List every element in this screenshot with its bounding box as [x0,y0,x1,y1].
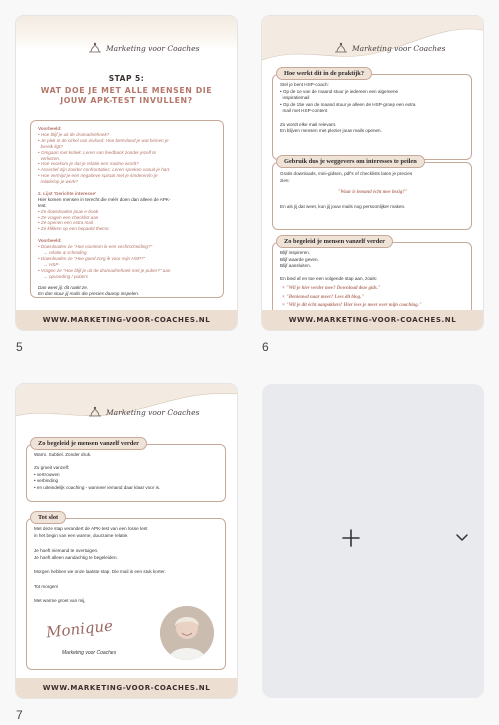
footer-url: WWW.MARKETING-VOOR-COACHES.NL [16,310,237,330]
text-line: • Downloaden ze "Hoe goed zorg ik voor mijn HSP?" [38,255,146,261]
logo [88,406,199,418]
text-line: Blijf waarde geven. [280,256,319,262]
coach-logo-icon [88,406,102,418]
text-line: • Hoe voorkom je dat je relatie een routine wordt? [38,161,139,167]
text-line: • Vragen ze "Hoe blijf je uit de dramadriehoek met je puber?" aan [38,267,171,273]
footer-url: WWW.MARKETING-VOOR-COACHES.NL [262,310,483,330]
page-number-5: 5 [16,340,23,354]
text-line: • Op de 15e van de maand stuur je alleen de HSP-groep een extra [280,101,416,107]
text-line: Voorbeeld: [38,126,62,131]
text-line: in het begin van een warme, duurzame relatie. [34,533,129,539]
text-line: En blijven mensen met plezier jouw mails openen. [280,128,382,134]
logo [334,42,445,54]
section-title-giveaways: Gebruik dus je weggevers om interesses te peilen [276,155,425,168]
step-title-line-2: JOUW APK-TEST INVULLEN? [60,96,193,105]
guide-quote-item: × "Benieuwd naar meer? Lees dit blog." [282,294,364,300]
text-line: → relatie & scheiding [38,249,87,255]
text-line: • Ze klikken op een bepaald thema [38,226,109,232]
text-line: Zo groeit vanzelf: [34,465,70,471]
text-line: Blijf inspireren. [280,250,311,255]
text-line: Stel je bent HSP-coach: [280,82,329,87]
add-page-slot[interactable] [262,384,484,698]
text-line: Met deze stap verandert de APK-test van een losse test [34,526,148,531]
text-line: mail met HSP-content [280,108,328,114]
text-line: • Downloaden ze "Hoe voorkom ik een vechtscheiding?" [38,244,153,249]
text-line: Tot morgen! [34,583,59,589]
guide-quote-item: × "Wil je dit écht aanpakken? Hier lees je meer over mijn coaching." [282,303,422,308]
section-title-guide: Zo begeleid je mensen vanzelf verder [30,437,147,450]
logo-text: Marketing voor Coaches [352,43,446,53]
logo [88,42,199,54]
text-line: • Ze vragen een checklist aan [38,214,99,220]
signature-subtitle: Marketing voor Coaches [62,650,117,656]
guide-quote-item: × "Wil je hier verder mee? Download deze gids." [282,286,381,291]
page-thumbnail-6[interactable] [262,16,483,330]
text-line: relatie/op je werk? [38,179,78,185]
chevron-down-icon[interactable] [453,531,471,545]
text-line: • Je plek in de cirkel van invloed: Hoe beïnvloed je wat binnen je [38,137,169,143]
text-line: • verbinding [34,478,59,484]
step-title-line-1: WAT DOE JE MET ALLE MENSEN DIE [40,86,213,95]
text-line: 2. Lijst 'Gerichte interesse' [38,190,97,196]
text-line: • vertrouwen [34,471,60,477]
page-thumbnail-7[interactable] [16,384,237,698]
text-line: bereik ligt? [38,143,63,149]
giveaways-text-2: zien: [280,178,290,183]
text-line: Warm. Subtiel. Zonder druk. [34,452,92,457]
text-line: Morgen hebben we onze laatste stap. Die mail is een stuk korter. [34,569,166,575]
text-line: Zo wordt elke mail relevant. [280,121,337,127]
text-line: Je hoeft niemand te overtuigen. [34,547,99,553]
text-line: Voorbeeld: [38,238,62,244]
text-line: Je hoeft alleen aandachtig te begeleiden. [34,554,118,560]
giveaways-quote: "Waar is iemand écht mee bezig?" [337,190,408,195]
text-line: test. [38,202,47,208]
logo-text: Marketing voor Coaches [106,43,200,53]
giveaways-text-1: Gratis downloads, mini-gidsen, pdf's of checklists laten je precies [280,171,413,176]
text-line: • Hoe blijf je uit de dramadriehoek? [38,131,110,137]
page-number-7: 7 [16,708,23,722]
signature: Monique [45,616,114,642]
text-line: • en uiteindelijk coaching - wanneer iemand daar klaar voor is. [34,485,161,490]
text-line: • Ze downloaden jouw e-book [38,208,99,214]
coach-logo-icon [334,42,348,54]
text-line: En bied af en toe een volgende stap aan, zoals: [280,276,378,282]
section-title-guide: Zo begeleid je mensen vanzelf verder [276,235,393,248]
text-line: • Omgaan met kritiek: Leren van feedback zonder jezelf te [38,149,157,155]
text-line: Hier komen mensen in terecht die méér doen dan alleen de APK- [38,196,171,202]
text-line: • Assertief zijn zonder confrontaties: Leren spreken vanuit je hart. [38,167,171,173]
text-line: • Ze openen een extra mail [38,220,93,226]
text-line: verliezen. [38,155,61,161]
section-title-practice: Hoe werkt dit in de praktijk? [276,67,372,80]
avatar [160,606,214,660]
page-number-6: 6 [262,340,269,354]
giveaways-text-3: En als jij dat weet, kun jij jouw mails nog persoonlijker maken. [280,204,406,209]
plus-icon[interactable] [338,525,364,551]
portrait-photo [160,606,214,660]
step-label: STAP 5: [108,74,145,83]
section-title-closing: Tot slot [30,511,66,524]
footer-url: WWW.MARKETING-VOOR-COACHES.NL [16,678,237,698]
text-line: • Op de 1e van de maand stuur je iedereen een algemene [280,88,399,94]
text-line: → opvoeding / pubers [38,273,89,279]
text-line: Dan weet jij: dit raakt ze. [38,285,89,291]
logo-text: Marketing voor Coaches [106,407,200,417]
coach-logo-icon [88,42,102,54]
text-line: • Hoe vermijd je een negatieve spiraal met je kinderen/in je [38,173,158,179]
text-line: → HSP [38,261,59,267]
text-line: En dan stuur jij mails die precies daarop inspelen. [38,291,140,297]
text-line: Met warme groet van mij, [34,598,86,603]
text-line: inspiratiemail [280,95,310,101]
page-thumbnail-5[interactable] [16,16,237,330]
text-line: Blijf aansluiten. [280,263,311,269]
